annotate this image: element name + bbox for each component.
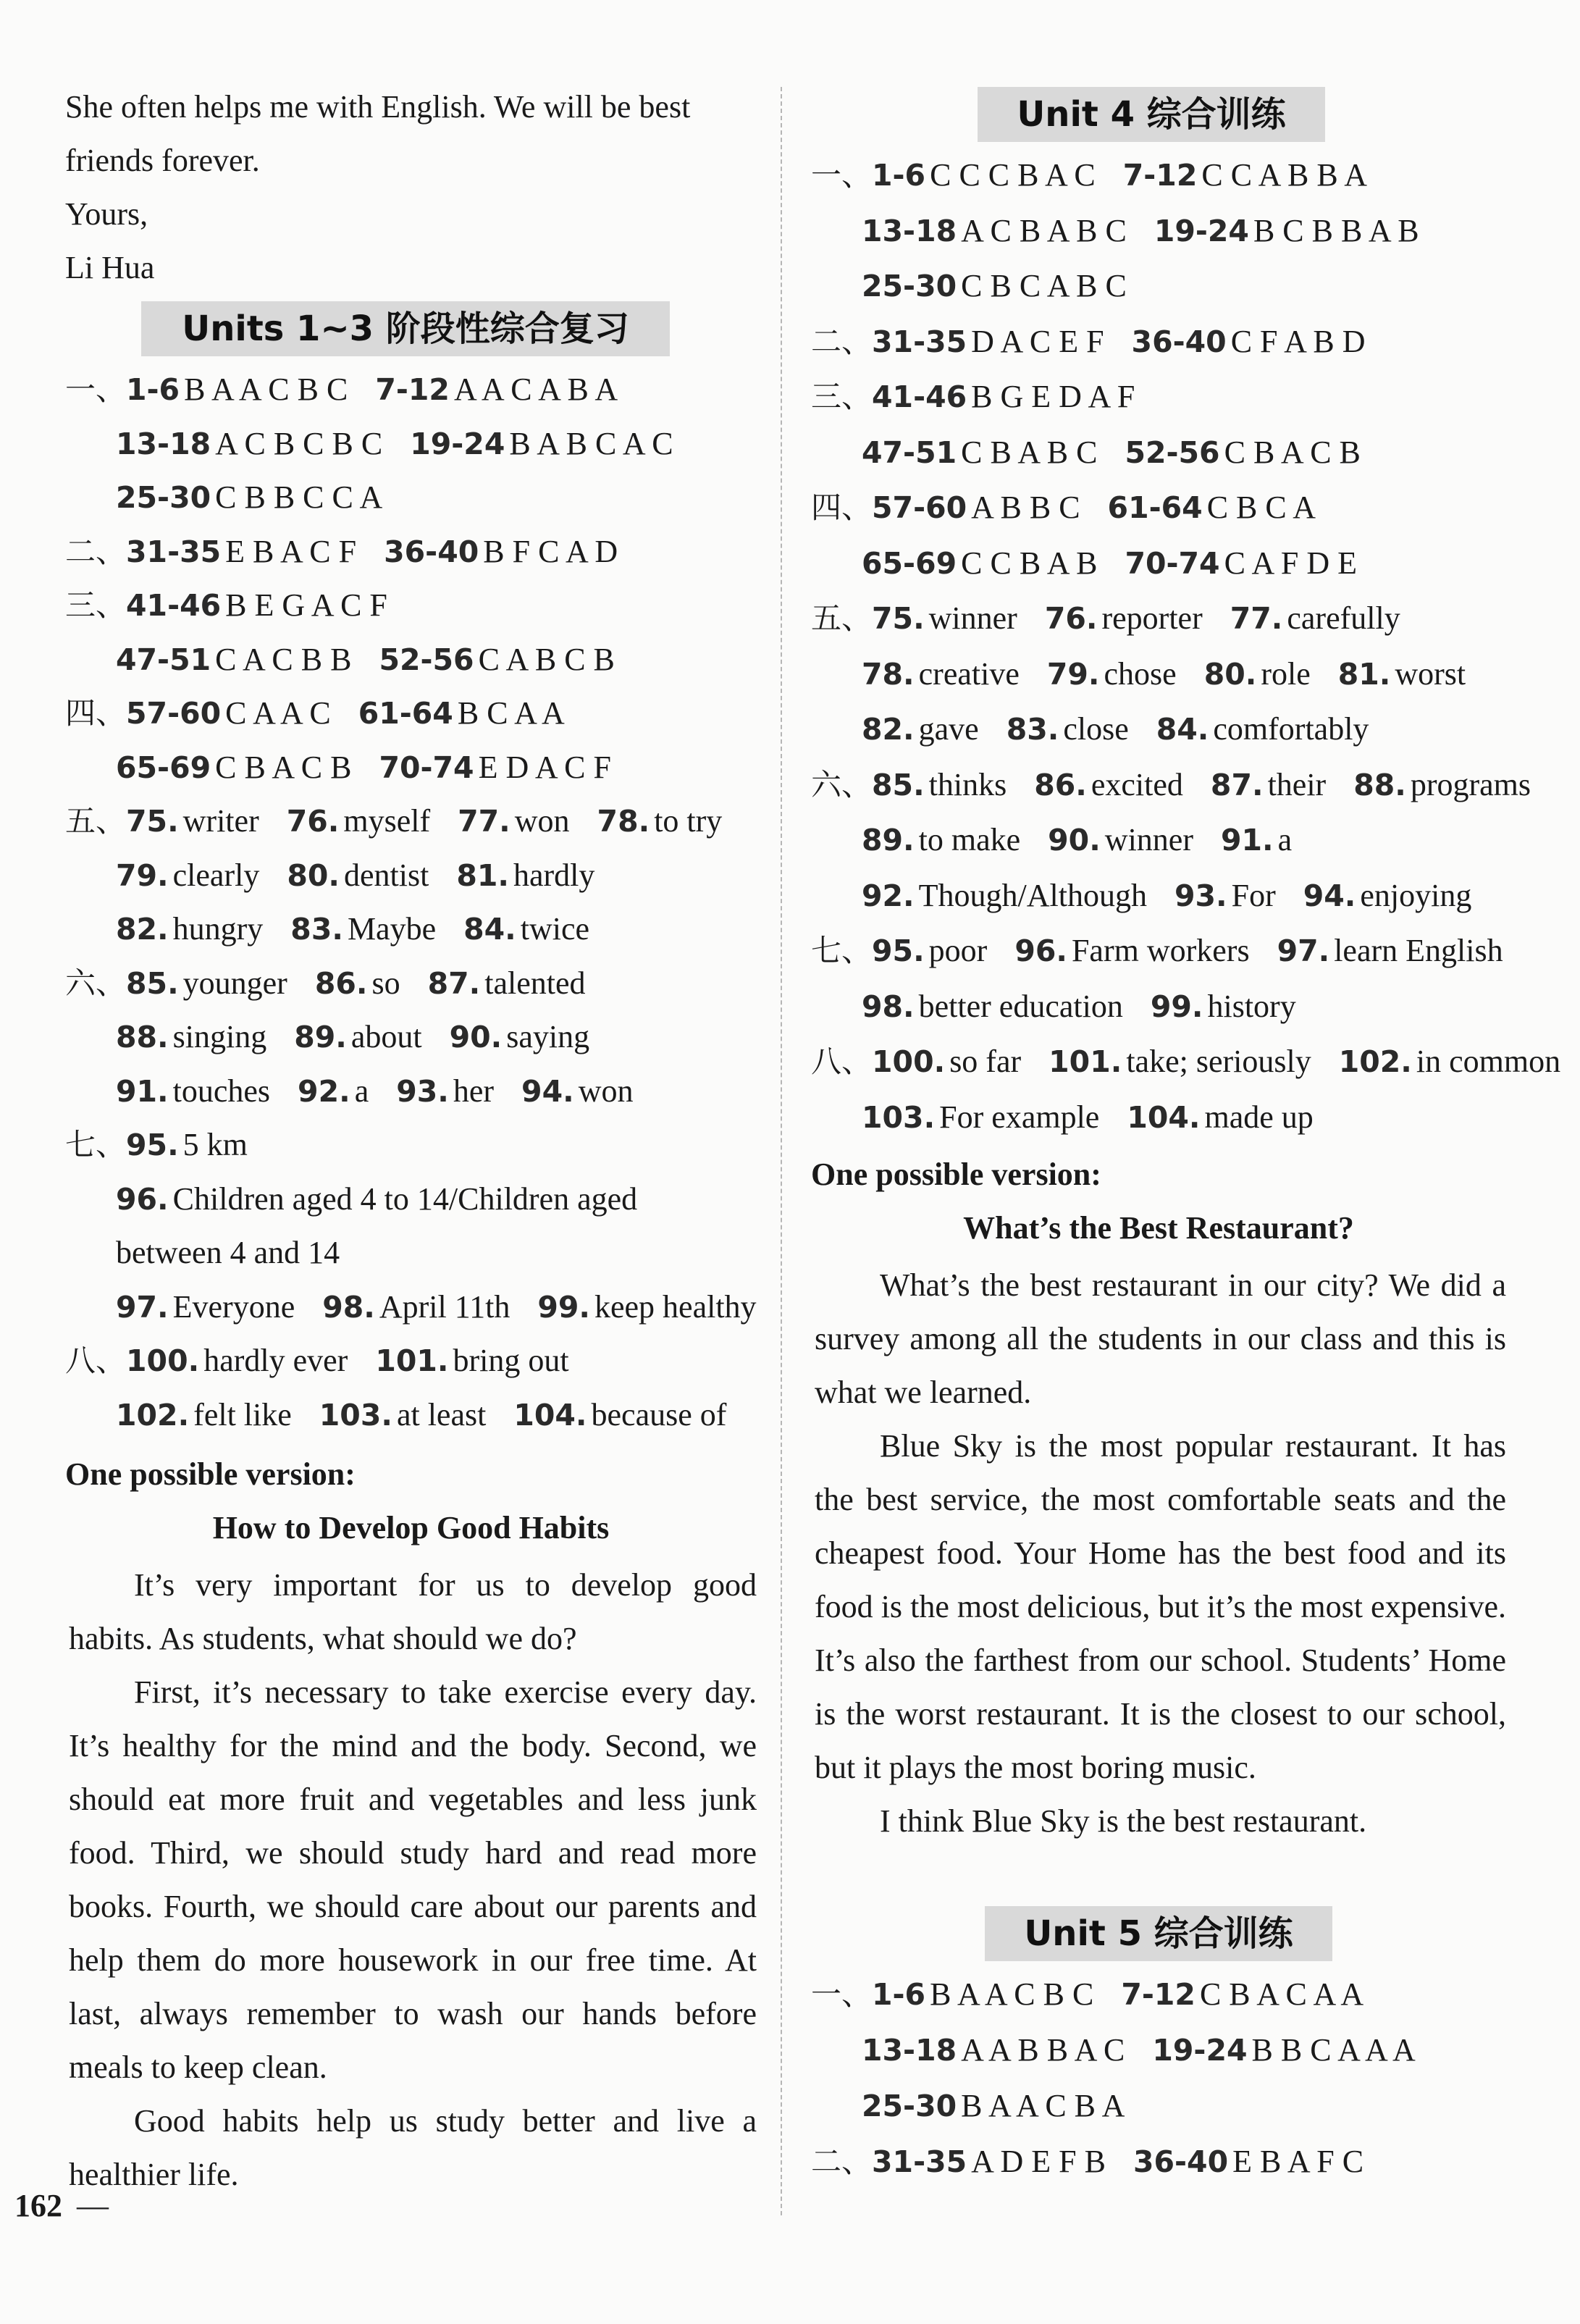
answer-value: hardly <box>513 857 595 893</box>
answer-value: won <box>578 1073 634 1109</box>
answer-value: April 11th <box>379 1288 510 1325</box>
answer-row <box>65 1123 248 1167</box>
answer-value: For example <box>939 1099 1100 1135</box>
question-number: 57-60 <box>872 490 967 525</box>
answer-value: writer <box>182 803 259 839</box>
question-number: 65-69 <box>116 750 211 785</box>
question-number: 7-12 <box>375 372 450 407</box>
question-number: 87. <box>1210 767 1264 802</box>
answer-value: poor <box>928 933 988 968</box>
answer-row <box>116 746 611 789</box>
section-number: 三、 <box>65 587 127 623</box>
question-number: 76. <box>1044 601 1098 636</box>
answer-value: winner <box>1104 822 1193 857</box>
essay-title: How to Develop Good Habits <box>212 1510 610 1545</box>
answer-row <box>811 1973 1363 2016</box>
answer-value: made up <box>1204 1099 1314 1135</box>
answer-value: gave <box>918 711 979 747</box>
answer-value: A D E F B <box>971 2144 1106 2179</box>
question-number: 93. <box>396 1073 449 1109</box>
question-number: 94. <box>521 1073 574 1109</box>
question-number: 83. <box>290 912 343 947</box>
answer-row <box>862 818 1292 862</box>
section-number: 一、 <box>65 372 127 407</box>
answer-row <box>116 1285 757 1329</box>
answer-value: saying <box>506 1019 590 1054</box>
question-number: 61-64 <box>358 696 453 731</box>
letter-signature: Li Hua <box>65 250 155 285</box>
answer-value: A C B C B C <box>215 425 383 461</box>
answer-value: C B B C C A <box>215 479 383 515</box>
question-number: 41-46 <box>872 379 967 414</box>
question-number: 86. <box>1034 767 1087 802</box>
answer-value: winner <box>928 600 1017 636</box>
answer-value: B A A C B A <box>961 2088 1125 2123</box>
question-number: 13-18 <box>862 2033 957 2068</box>
answer-value: chose <box>1104 655 1177 692</box>
answer-value: C A A C <box>225 695 331 731</box>
letter-line: Yours, <box>65 196 148 232</box>
question-number: 1-6 <box>872 1977 926 2012</box>
answer-value: programs <box>1410 766 1531 802</box>
answer-value: D A C E F <box>971 323 1104 359</box>
answer-value: a <box>1277 822 1293 857</box>
question-number: 19-24 <box>410 426 505 461</box>
question-number: 47-51 <box>862 435 957 470</box>
question-number: 85. <box>872 767 925 802</box>
question-number: 70-74 <box>379 750 474 785</box>
question-number: 7-12 <box>1122 158 1198 193</box>
column-divider <box>781 87 782 2215</box>
section-number: 四、 <box>811 490 873 525</box>
answer-value: Maybe <box>347 911 437 947</box>
section-banner-unit-4: Unit 4 综合训练 <box>978 87 1325 142</box>
answer-value: E B A F C <box>1232 2144 1364 2179</box>
page-number-value: 162 <box>14 2188 62 2223</box>
page-number <box>14 2187 109 2224</box>
answer-row <box>862 2084 1125 2128</box>
question-number: 25-30 <box>862 2089 957 2123</box>
answer-value: B F C A D <box>483 533 618 569</box>
answer-value: their <box>1267 766 1327 802</box>
question-number: 79. <box>116 857 169 893</box>
question-number: 84. <box>463 912 516 947</box>
question-number: 96. <box>1014 934 1067 968</box>
question-number: 97. <box>1277 934 1330 968</box>
answer-row <box>862 2029 1416 2072</box>
section-number: 五、 <box>65 803 127 839</box>
section-number: 六、 <box>811 766 873 802</box>
question-number: 88. <box>116 1020 169 1054</box>
answer-value: thinks <box>928 766 1007 802</box>
answer-value: B E G A C F <box>225 587 387 623</box>
answer-row <box>862 264 1127 308</box>
answer-value: clearly <box>172 857 260 893</box>
answer-row <box>116 1015 589 1059</box>
answer-row <box>811 2140 1363 2184</box>
question-number: 77. <box>1230 601 1283 636</box>
essay-title: What’s the Best Restaurant? <box>963 1210 1354 1246</box>
answer-value: B G E D A F <box>971 379 1135 414</box>
question-number: 91. <box>1220 823 1274 857</box>
answer-value: comfortably <box>1213 711 1369 747</box>
answer-value: C A B C B <box>478 641 615 677</box>
section-number: 二、 <box>811 2144 873 2179</box>
letter-line: friends forever. <box>65 143 260 178</box>
answer-row <box>65 962 586 1005</box>
section-banner-unit-5: Unit 5 综合训练 <box>985 1906 1332 1961</box>
answer-value: A A B B A C <box>961 2032 1125 2068</box>
question-number: 84. <box>1156 712 1209 747</box>
question-number: 82. <box>116 912 169 947</box>
answer-value: C A F D E <box>1224 545 1357 581</box>
question-number: 79. <box>1046 656 1100 692</box>
answer-row <box>116 422 673 466</box>
answer-value: to make <box>918 822 1021 857</box>
answer-value: younger <box>182 965 287 1001</box>
answer-value: 5 km <box>182 1127 248 1162</box>
question-number: 89. <box>294 1020 347 1054</box>
answer-row <box>65 692 565 735</box>
question-number: 52-56 <box>379 642 474 677</box>
answer-row <box>811 597 1400 640</box>
answer-value: between 4 and 14 <box>116 1235 340 1270</box>
answer-value: C A C B B <box>215 641 352 677</box>
answer-value: B C A A <box>457 695 565 731</box>
answer-value: touches <box>172 1073 271 1109</box>
answer-value: B B C A A A <box>1251 2032 1416 2068</box>
answer-row <box>811 320 1366 364</box>
question-number: 99. <box>1150 989 1203 1024</box>
question-number: 25-30 <box>116 480 211 515</box>
question-number: 93. <box>1174 878 1227 913</box>
question-number: 36-40 <box>384 534 479 569</box>
answer-row <box>65 368 618 411</box>
question-number: 89. <box>862 823 915 857</box>
answer-row <box>65 800 722 843</box>
answer-value: history <box>1207 988 1296 1024</box>
question-number: 77. <box>458 804 510 839</box>
question-number: 88. <box>1353 767 1406 802</box>
answer-row <box>65 1339 569 1383</box>
question-number: 31-35 <box>872 2144 967 2179</box>
question-number: 81. <box>1337 656 1391 692</box>
section-number: 一、 <box>811 1976 873 2012</box>
answer-value: Though/Although <box>918 877 1147 913</box>
answer-value: carefully <box>1287 600 1400 636</box>
question-number: 102. <box>1338 1044 1412 1079</box>
question-number: 31-35 <box>872 324 967 359</box>
answer-value: C F A B D <box>1230 323 1366 359</box>
question-number: 94. <box>1303 878 1356 913</box>
version-label: One possible version: <box>65 1456 356 1492</box>
answer-value: keep healthy <box>594 1288 757 1325</box>
question-number: 65-69 <box>862 545 957 581</box>
essay-body <box>69 1559 757 2202</box>
answer-value: C B C A B C <box>961 268 1127 303</box>
question-number: 70-74 <box>1125 545 1220 581</box>
question-number: 87. <box>427 965 481 1001</box>
answer-row <box>65 584 387 627</box>
answer-row <box>862 542 1357 585</box>
answer-value: to try <box>654 803 723 839</box>
answer-row <box>116 476 382 519</box>
question-number: 19-24 <box>1154 213 1249 248</box>
answer-value: A A C A B A <box>453 372 618 407</box>
section-number: 二、 <box>65 533 127 569</box>
answer-value: excited <box>1091 766 1183 802</box>
question-number: 36-40 <box>1131 324 1227 359</box>
essay-paragraph: I think Blue Sky is the best restaurant. <box>880 1803 1367 1839</box>
answer-value: Everyone <box>172 1288 295 1325</box>
answer-row <box>862 653 1466 696</box>
question-number: 95. <box>872 934 925 968</box>
answer-value: felt like <box>193 1396 292 1432</box>
answer-value: worst <box>1395 655 1466 692</box>
essay-paragraph: Blue Sky is the most popular restaurant. It has the best service, the most comfortable seats and the cheapest food. Your Home has the best food and its food is the most delicious, but it’s the most expensive. It’s also the farthest from our school. Students’ Home is the worst restaurant. It is the closest to our school, but it plays the most boring music. <box>815 1428 1506 1785</box>
question-number: 1-6 <box>872 158 926 193</box>
question-number: 92. <box>862 878 915 913</box>
question-number: 101. <box>1049 1044 1122 1079</box>
answer-value: C B A B C <box>961 434 1098 470</box>
question-number: 91. <box>116 1073 169 1109</box>
essay-body <box>815 1259 1506 1848</box>
question-number: 57-60 <box>126 696 222 731</box>
answer-row <box>811 929 1503 973</box>
answer-value: C B C A <box>1206 490 1316 525</box>
question-number: 103. <box>319 1397 392 1432</box>
answer-row <box>116 907 589 951</box>
question-number: 25-30 <box>862 269 957 303</box>
question-number: 80. <box>287 857 340 893</box>
question-number: 13-18 <box>116 426 211 461</box>
section-banner-units-1-3: Units 1~3 阶段性综合复习 <box>141 301 670 356</box>
answer-value: bring out <box>453 1343 569 1378</box>
answer-value: her <box>453 1073 495 1109</box>
section-number: 八、 <box>65 1343 127 1378</box>
answer-value: at least <box>396 1396 487 1432</box>
question-number: 99. <box>537 1289 590 1325</box>
answer-value: so far <box>949 1044 1022 1079</box>
essay-paragraph: It’s very important for us to develop good habits. As students, what should we do? <box>69 1567 757 1656</box>
answer-value: C C B A B <box>961 545 1098 581</box>
question-number: 1-6 <box>126 372 180 407</box>
answer-row <box>116 1070 633 1113</box>
answer-value: reporter <box>1101 600 1203 636</box>
answer-row <box>811 763 1531 807</box>
question-number: 81. <box>456 857 509 893</box>
question-number: 95. <box>126 1128 179 1162</box>
section-number: 八、 <box>811 1044 873 1079</box>
answer-value: because of <box>591 1396 727 1432</box>
section-number: 四、 <box>65 695 127 731</box>
question-number: 102. <box>116 1397 190 1432</box>
answer-value: A C B A B C <box>961 212 1127 248</box>
question-number: 85. <box>126 965 179 1001</box>
answer-value: learn English <box>1334 933 1503 968</box>
section-number: 三、 <box>811 379 873 414</box>
answer-row <box>116 1231 340 1275</box>
question-number: 96. <box>116 1181 169 1217</box>
answer-value: For <box>1231 877 1276 913</box>
version-label: One possible version: <box>811 1157 1101 1192</box>
question-number: 98. <box>862 989 915 1024</box>
answer-value: dentist <box>343 857 429 893</box>
answer-value: creative <box>918 655 1020 692</box>
answer-value: E D A C F <box>478 749 611 785</box>
answer-row <box>862 874 1471 918</box>
question-number: 101. <box>375 1343 449 1378</box>
question-number: 100. <box>872 1044 946 1079</box>
answer-row <box>862 985 1296 1028</box>
answer-value: myself <box>343 803 431 839</box>
answer-value: B A B C A C <box>509 425 673 461</box>
answer-value: in common <box>1416 1044 1561 1079</box>
essay-paragraph: Good habits help us study better and live a healthier life. <box>69 2103 757 2192</box>
answer-row <box>811 154 1367 197</box>
answer-value: hardly ever <box>203 1343 348 1378</box>
question-number: 19-24 <box>1152 2033 1248 2068</box>
section-number: 二、 <box>811 323 873 359</box>
answer-row <box>116 638 615 681</box>
essay-paragraph: What’s the best restaurant in our city? We did a survey among all the students in our class and this is what we learned. <box>815 1267 1506 1410</box>
section-number: 一、 <box>811 157 873 193</box>
answer-value: talented <box>484 965 586 1001</box>
answer-row <box>116 854 594 897</box>
answer-value: won <box>514 803 570 839</box>
question-number: 75. <box>126 804 179 839</box>
answer-value: B C B B A B <box>1253 212 1419 248</box>
question-number: 82. <box>862 712 915 747</box>
answer-value: take; seriously <box>1126 1044 1311 1079</box>
answer-value: C C C B A C <box>930 157 1096 193</box>
answer-row <box>811 1040 1560 1083</box>
question-number: 75. <box>872 601 925 636</box>
answer-value: E B A C F <box>225 533 357 569</box>
answer-row <box>65 530 618 574</box>
answer-row <box>811 375 1135 419</box>
answer-value: better education <box>918 988 1123 1024</box>
page-dash: — <box>77 2188 109 2223</box>
answer-value: close <box>1063 711 1129 747</box>
answer-value: B A A C B C <box>930 1976 1094 2012</box>
section-number: 六、 <box>65 965 127 1001</box>
question-number: 103. <box>862 1099 936 1135</box>
answer-row <box>862 431 1361 474</box>
answer-value: a <box>354 1073 369 1109</box>
section-number: 七、 <box>811 933 873 968</box>
answer-value: C B A C B <box>1224 434 1361 470</box>
question-number: 104. <box>1127 1099 1201 1135</box>
answer-row <box>862 1096 1314 1139</box>
answer-value: C B A C A A <box>1199 1976 1364 2012</box>
question-number: 31-35 <box>126 534 222 569</box>
answer-value: C B A C B <box>215 749 352 785</box>
answer-value: about <box>350 1019 422 1054</box>
answer-value: so <box>371 965 400 1001</box>
question-number: 47-51 <box>116 642 211 677</box>
answer-value: B A A C B C <box>184 372 348 407</box>
question-number: 98. <box>322 1289 375 1325</box>
question-number: 78. <box>597 804 650 839</box>
section-number: 五、 <box>811 600 873 636</box>
question-number: 36-40 <box>1133 2144 1229 2179</box>
question-number: 92. <box>298 1073 350 1109</box>
answer-value: enjoying <box>1360 877 1472 913</box>
answer-value: singing <box>172 1019 267 1054</box>
answer-value: hungry <box>172 911 264 947</box>
question-number: 76. <box>286 804 340 839</box>
question-number: 41-46 <box>126 588 222 623</box>
answer-row <box>811 486 1316 529</box>
answer-row <box>862 708 1369 751</box>
question-number: 104. <box>513 1397 587 1432</box>
answer-row <box>116 1178 637 1221</box>
answer-value: C C A B B A <box>1201 157 1368 193</box>
answer-value: role <box>1261 655 1311 692</box>
question-number: 80. <box>1203 656 1257 692</box>
question-number: 100. <box>126 1343 200 1378</box>
question-number: 61-64 <box>1107 490 1203 525</box>
question-number: 52-56 <box>1125 435 1220 470</box>
section-number: 七、 <box>65 1127 127 1162</box>
question-number: 97. <box>116 1289 169 1325</box>
answer-value: twice <box>520 911 590 947</box>
answer-value: Children aged 4 to 14/Children aged <box>172 1180 638 1217</box>
answer-row <box>116 1393 726 1437</box>
answer-row <box>862 209 1419 253</box>
question-number: 78. <box>862 656 915 692</box>
essay-paragraph: First, it’s necessary to take exercise every day. It’s healthy for the mind and the body. Second, we should eat more fruit and vegetables and less junk food. Third, we should study hard and read more books. Fourth, we should care about our parents and help them do more housework in our free time. At last, always remember to wash our hands before meals to keep clean. <box>69 1674 757 2085</box>
question-number: 7-12 <box>1121 1977 1195 2012</box>
question-number: 90. <box>449 1020 503 1054</box>
question-number: 86. <box>314 965 368 1001</box>
question-number: 13-18 <box>862 213 957 248</box>
answer-value: Farm workers <box>1071 933 1250 968</box>
letter-line: She often helps me with English. We will be best <box>65 89 691 125</box>
question-number: 83. <box>1006 712 1059 747</box>
question-number: 90. <box>1048 823 1101 857</box>
answer-value: A B B C <box>971 490 1080 525</box>
